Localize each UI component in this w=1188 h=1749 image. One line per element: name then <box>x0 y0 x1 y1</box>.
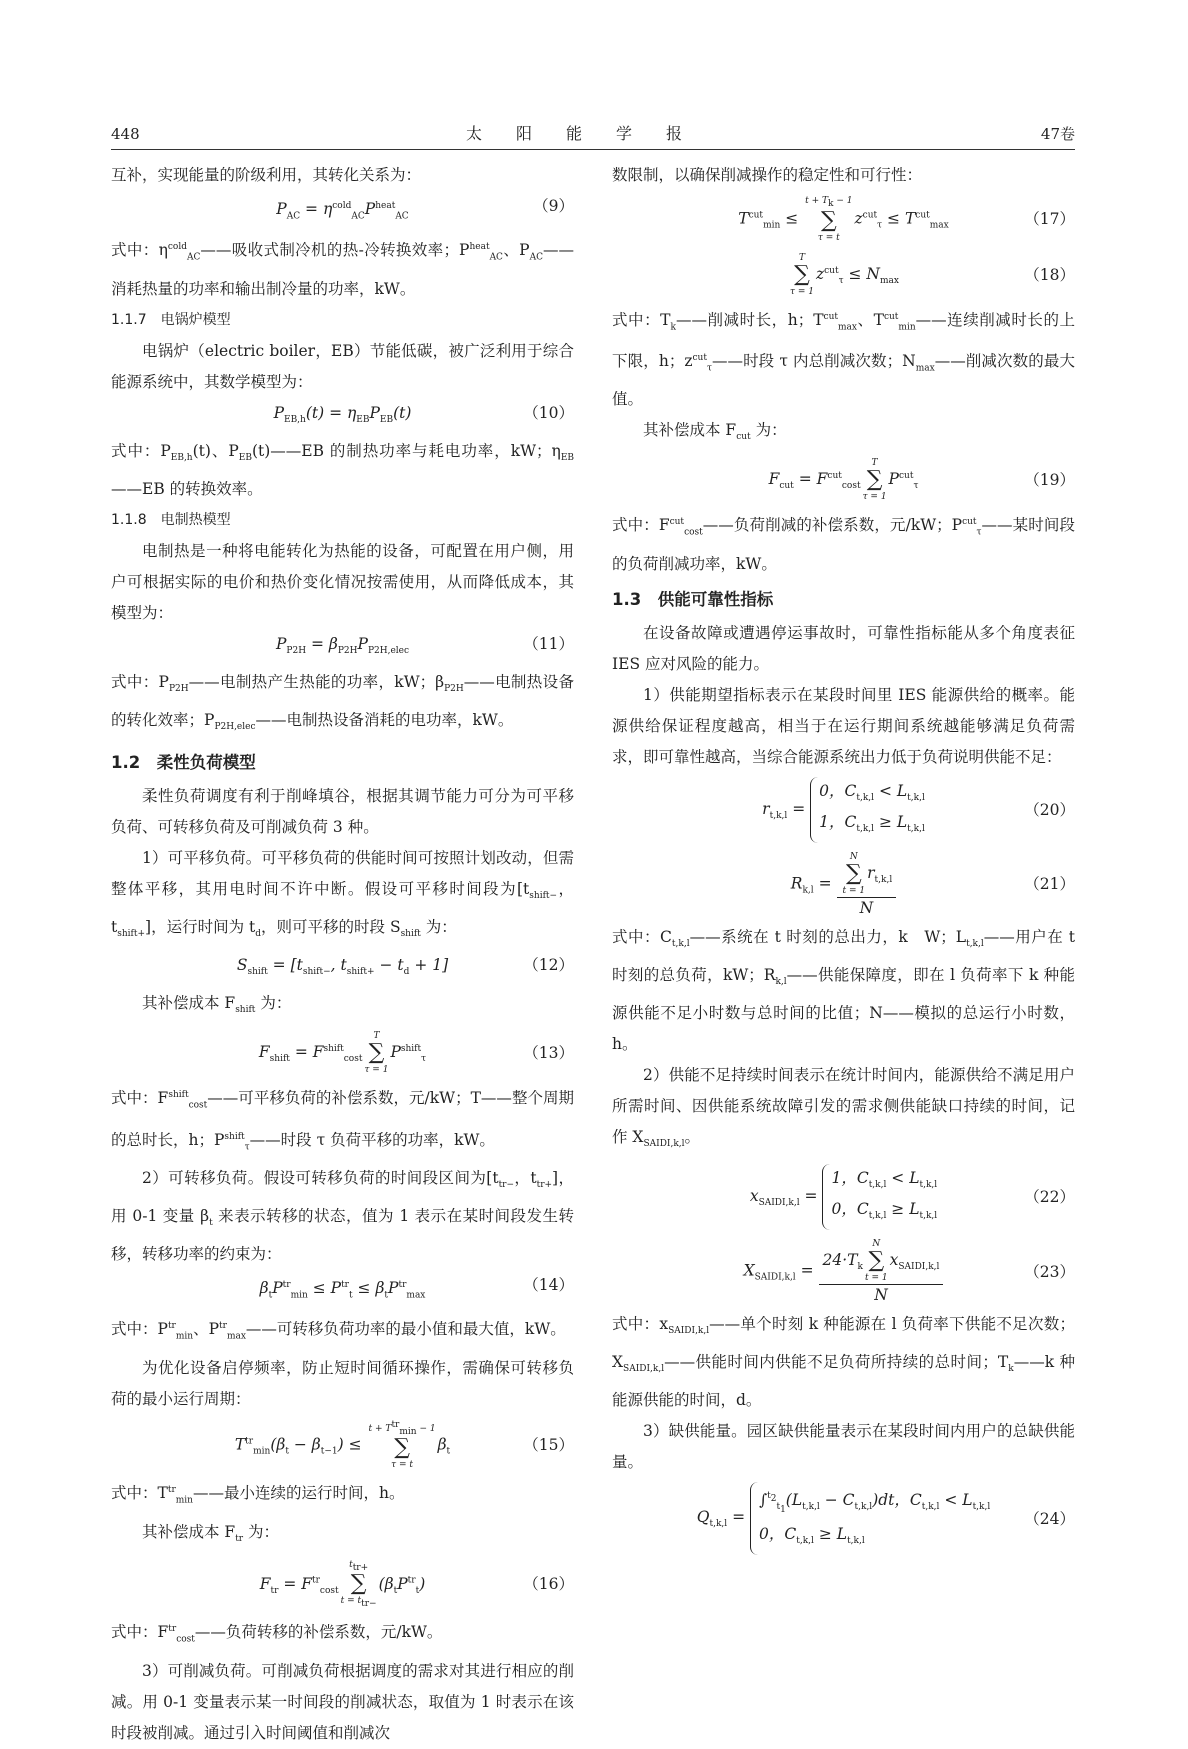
variable-definition: 式中：$F^{shift}_{cost}——$可平移负荷的补偿系数，元/kW；T——整个周期的总时长，h；$P^{shift}_\tau——$时段 τ 负荷平移的功率，kW。 <box>111 1089 574 1152</box>
equation-number: （11） <box>523 634 574 653</box>
variable-definition: 式中：$T_k——$削减时长，h；$T^{cut}_{max}$、$T^{cut}_{min}——$连续削减时长的上下限，h；$z^{cut}_\tau——$时段 τ 内总削减次数；$N_{max}——$削减次数的最大值。 <box>612 310 1075 409</box>
equation-number: （9） <box>533 197 574 215</box>
equation-18: T ∑ τ = 1 $z^{cut}_\tau \le N_{max}$ （18） <box>790 252 1075 297</box>
equation-20: $r_{t,k,l} = 0$，$C_{t,k,l} < L_{t,k,l}$ 1，$C_{t,k,l} \ge L_{t,k,l}$ （20） <box>612 773 1075 847</box>
equation-number: （15） <box>523 1435 574 1454</box>
equation-9: $P_{AC} = \eta^{cold}_{AC}P^{heat}_{AC}$ （9） <box>111 191 574 232</box>
equation-13: $F_{shift} = F^{shift}_{cost}$ T ∑ τ = 1 $P^{shift}_\tau$ （13） <box>258 1031 574 1076</box>
equation-22: $x_{SAIDI,k,l} = 1$，$C_{t,k,l} < L_{t,k,l}$ 0，$C_{t,k,l} \ge L_{t,k,l}$ （22） <box>612 1160 1075 1234</box>
equation-12: $S_{shift} = [t_{shift-}$, $t_{shift+} - t_d + 1$] （12） <box>111 950 574 988</box>
paragraph: 2）供能不足持续时间表示在统计时间内，能源供给不满足用户所需时间、因供能系统故障引发的需求侧供能缺口持续的时间，记作 $X_{SAIDI,k,l}$。 <box>612 1066 1075 1150</box>
equation-number: （14） <box>523 1276 574 1295</box>
variable-definition: 式中：$C_{t,k,l}——$系统在 t 时刻的总出力，k W；$L_{t,k,l}——$用户在 t 时刻的总负荷，kW；$R_{k,l}——$供能保障度，即在 l 负荷率下 k 种能源供能不足小时数与总时间的比值；N——模拟的总运行小时数，h。 <box>612 927 1076 1054</box>
section-heading: 1.1.8 电制热模型 <box>111 511 231 528</box>
equation-number: （21） <box>1024 875 1075 894</box>
equation-number: （22） <box>1024 1188 1075 1207</box>
equation-24: $Q_{t,k,l} = \int^{t_2}_{t_1}(L_{t,k,l} - C_{t,k,l})dt$，$C_{t,k,l} < L_{t,k,l}$ 0，$C_{t,k,l} \ge L_{t,k,l}$ （24） <box>612 1478 1075 1558</box>
section-heading: 1.3 供能可靠性指标 <box>612 589 774 609</box>
equation-17: $T^{cut}_{min}$ ≤ $t + T_k - 1$ ∑ τ = t $z^{cut}_\tau \le T^{cut}_{max}$ （17） <box>738 196 1075 243</box>
paragraph: 其补偿成本 $F_{tr}$ 为： <box>142 1522 280 1544</box>
section-heading: 1.2 柔性负荷模型 <box>111 752 256 772</box>
variable-definition: 式中：$F^{cut}_{cost}——$负荷削减的补偿系数，元/kW；$P^{cut}_\tau——$某时间段的负荷削减功率，kW。 <box>612 516 1075 573</box>
paragraph: 2）可转移负荷。假设可转移负荷的时间段区间为[$t_{tr-}$，$t_{tr+}$]，用 0-1 变量 $\beta_t$ 来表示转移的状态，值为 1 表示在某时间段发生转移，转移功率的约束为： <box>111 1168 574 1264</box>
equation-number: （18） <box>1024 265 1075 284</box>
equation-number: （19） <box>1024 471 1075 490</box>
paragraph: 柔性负荷调度有利于削峰填谷，根据其调节能力可分为可平移负荷、可转移负荷及可削减负荷 3 种。 <box>111 786 574 836</box>
equation-number: （10） <box>523 403 574 422</box>
paragraph: 电制热是一种将电能转化为热能的设备，可配置在用户侧，用户可根据实际的电价和热价变化情况按需使用，从而降低成本，其模型为： <box>111 541 574 622</box>
paragraph: 为优化设备启停频率，防止短时间循环操作，需确保可转移负荷的最小运行周期： <box>111 1358 574 1408</box>
left-column <box>111 160 574 1749</box>
paragraph: 其补偿成本 $F_{shift}$ 为： <box>142 994 292 1016</box>
equation-11: $P_{P2H} = \beta_{P2H}P_{P2H,elec}$ （11） <box>111 629 574 667</box>
paragraph: 其补偿成本 $F_{cut}$ 为： <box>643 421 787 443</box>
journal-title: 太阳能学报 <box>465 124 716 143</box>
equation-10: $P_{EB,h}(t) = \eta_{EB}P_{EB}(t)$ （10） <box>111 398 574 436</box>
paragraph: 在设备故障或遭遇停运事故时，可靠性指标能从多个角度表征 IES 应对风险的能力。 <box>612 623 1075 673</box>
variable-definition: 式中：$P^{tr}_{min}$、$P^{tr}_{max}——$可转移负荷功率的最小值和最大值，kW。 <box>111 1320 566 1342</box>
volume-label: 47卷 <box>1040 125 1075 143</box>
paragraph: 3）缺供能量。园区缺供能量表示在某段时间内用户的总缺供能量。 <box>612 1422 1075 1472</box>
equation-21: $R_{k,l}$ = N ∑ t = 1 $r_{t,k,l}$ N （21） <box>790 851 1075 917</box>
equation-number: （16） <box>523 1575 574 1594</box>
variable-definition: 式中：$\eta^{cold}_{AC}——$吸收式制冷机的热-冷转换效率；$P^{heat}_{AC}$、$P_{AC}——$消耗热量的功率和输出制冷量的功率，kW。 <box>111 241 574 298</box>
variable-definition: 式中：$P_{P2H}——$电制热产生热能的功率，kW；$\beta_{P2H}——$电制热设备的转化效率；$P_{P2H,elec}——$电制热设备消耗的电功率，kW。 <box>111 672 574 732</box>
paragraph: 数限制，以确保削减操作的稳定性和可行性： <box>612 166 923 184</box>
page-header <box>111 123 1075 150</box>
equation-15: $T^{tr}_{min}(\beta_t - \beta_{t-1})$ ≤ $t + T^{tr}_{min} - 1$ ∑ τ = t $\beta_t$ （15） <box>234 1419 574 1471</box>
equation-19: $F_{cut} = F^{cut}_{cost}$ T ∑ τ = 1 $P^{cut}_\tau$ （19） <box>768 458 1075 503</box>
right-column <box>612 160 1075 1559</box>
paragraph: 1）可平移负荷。可平移负荷的供能时间可按照计划改动，但需整体平移，其用电时间不许中断。假设可平移时间段为[$t_{shift-}$，$t_{shift+}$]，运行时间为 $t_d$，则可平移的时段 $S_{shift}$ 为： <box>111 848 574 940</box>
variable-definition: 式中：$x_{SAIDI,k,l}——$单个时刻 k 种能源在 l 负荷率下供能不足次数；$X_{SAIDI,k,l}——$供能时间内供能不足负荷所持续的总时间；$T_k——k$ 种能源供能的时间，d。 <box>612 1315 1076 1410</box>
variable-definition: 式中：$F^{tr}_{cost}——$负荷转移的补偿系数，元/kW。 <box>111 1623 443 1645</box>
equation-23: $X_{SAIDI,k,l}$ = $24\cdot T_k$ N ∑ t = 1 $x_{SAIDI,k,l}$ N （23） <box>743 1239 1075 1305</box>
paragraph: 电锅炉（electric boiler，EB）节能低碳，被广泛利用于综合能源系统中，其数学模型为： <box>111 341 574 391</box>
equation-number: （23） <box>1024 1262 1075 1281</box>
equation-16: $F_{tr} = F^{tr}_{cost}$ $t_{tr+}$ ∑ $t = t_{tr-}$ $(\beta_tP^{tr}_t)$ （16） <box>259 1559 574 1610</box>
equation-number: （17） <box>1024 210 1075 229</box>
paragraph: 1）供能期望指标表示在某段时间里 IES 能源供给的概率。能源供给保证程度越高，相当于在运行期间系统越能够满足负荷需求，即可靠性越高，当综合能源系统出力低于负荷说明供能不足： <box>612 685 1075 766</box>
paragraph: 互补，实现能量的阶级利用，其转化关系为： <box>111 166 422 184</box>
section-heading: 1.1.7 电锅炉模型 <box>111 311 231 328</box>
variable-definition: 式中：$T^{tr}_{min}——$最小连续的运行时间，h。 <box>111 1484 405 1506</box>
equation-number: （24） <box>1024 1509 1075 1528</box>
variable-definition: 式中：$P_{EB,h}(t)$、$P_{EB}(t)——EB$ 的制热功率与耗电功率，kW；$\eta_{EB}——EB$ 的转换效率。 <box>111 441 574 498</box>
page-number: 448 <box>111 125 140 143</box>
equation-number: （12） <box>523 956 574 975</box>
equation-14: $\beta_tP^{tr}_{min} \le P^{tr}_t \le \beta_tP^{tr}_{max}$ （14） <box>111 1270 574 1311</box>
equation-number: （13） <box>523 1044 574 1063</box>
equation-number: （20） <box>1024 800 1075 819</box>
paragraph: 3）可削减负荷。可削减负荷根据调度的需求对其进行相应的削减。用 0-1 变量表示某一时间段的削减状态，取值为 1 时表示在该时段被削减。通过引入时间阈值和削减次 <box>111 1661 574 1742</box>
